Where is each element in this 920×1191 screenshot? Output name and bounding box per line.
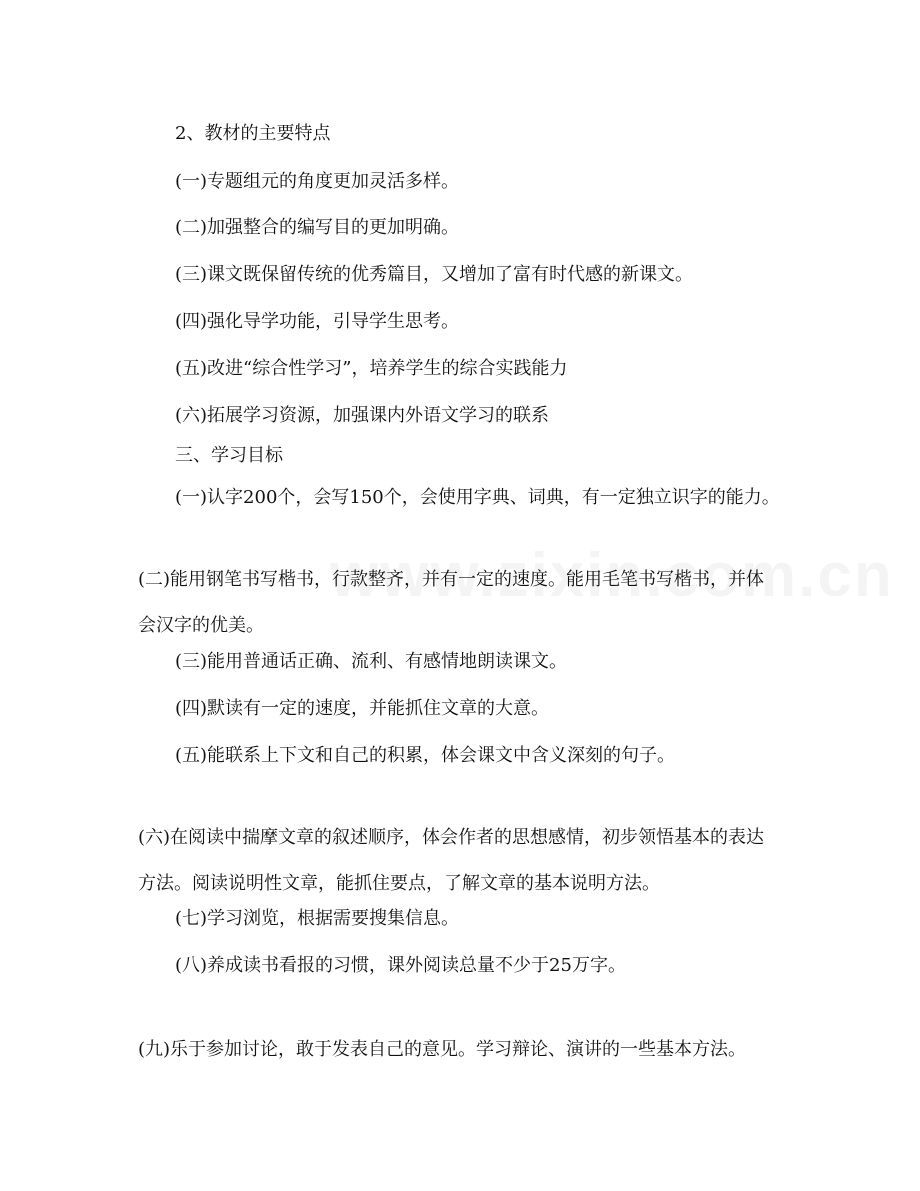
paragraph-feature-5: (五)改进“综合性学习”，培养学生的综合实践能力 — [175, 358, 568, 379]
paragraph-feature-1: (一)专题组元的角度更加灵活多样。 — [175, 171, 460, 192]
section-heading-learning-goals: 三、学习目标 — [175, 445, 283, 466]
paragraph-goal-7: (七)学习浏览，根据需要搜集信息。 — [175, 908, 460, 929]
paragraph-feature-6: (六)拓展学习资源，加强课内外语文学习的联系 — [175, 405, 550, 426]
section-heading-textbook-features: 2、教材的主要特点 — [175, 123, 331, 144]
paragraph-feature-3: (三)课文既保留传统的优秀篇目，又增加了富有时代感的新课文。 — [175, 264, 694, 285]
paragraph-goal-3: (三)能用普通话正确、流利、有感情地朗读课文。 — [175, 651, 568, 672]
paragraph-goal-8: (八)养成读书看报的习惯，课外阅读总量不少于25万字。 — [175, 955, 626, 976]
paragraph-goal-6: (六)在阅读中揣摩文章的叙述顺序，体会作者的思想感情，初步领悟基本的表达方法。阅读说明性文章，能抓住要点，了解文章的基本说明方法。 — [138, 827, 765, 894]
paragraph-goal-2: (二)能用钢笔书写楷书，行款整齐，并有一定的速度。能用毛笔书写楷书，并体会汉字的优美。 — [138, 569, 765, 636]
paragraph-feature-4: (四)强化导学功能，引导学生思考。 — [175, 311, 460, 332]
paragraph-feature-2: (二)加强整合的编写目的更加明确。 — [175, 217, 460, 238]
paragraph-goal-5: (五)能联系上下文和自己的积累，体会课文中含义深刻的句子。 — [175, 745, 676, 766]
paragraph-goal-9: (九)乐于参加讨论，敢于发表自己的意见。学习辩论、演讲的一些基本方法。 — [138, 1039, 747, 1060]
paragraph-goal-4: (四)默读有一定的速度，并能抓住文章的大意。 — [175, 698, 550, 719]
paragraph-goal-1: (一)认字200个，会写150个，会使用字典、词典，有一定独立识字的能力。 — [175, 487, 780, 508]
